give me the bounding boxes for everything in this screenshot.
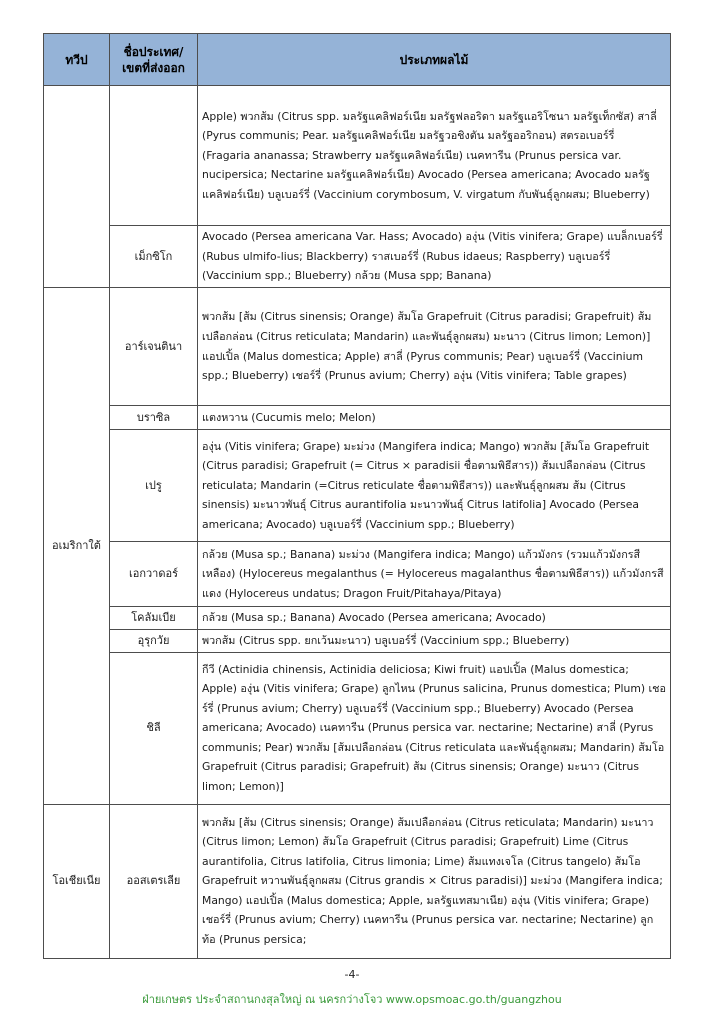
fruit-cell: กีวี (Actinidia chinensis, Actinidia deliciosa; Kiwi fruit) แอปเปิ้ล (Malus domestica; Apple) องุ่น (Vitis vinifera; Grape) ลูกไหน (Prunus salicina, Prunus domestica; Plum) เชอร์รี่ (Prunus avium; Cherry) บลูเบอร์รี่ (Vaccinium spp.; Blueberry) Avocado (Persea americana; Avocado) เนคทารีน (Prunus persica var. nectarine; Nectarine) สาลี่ (Pyrus communis; Pear) พวกส้ม [ส้มเปลือกล่อน (Citrus reticulata และพันธุ์ลูกผสม; Mandarin) ส้มโอ Grapefruit (Citrus paradisi; Grapefruit) ส้ม (Citrus sinensis; Orange) มะนาว (Citrus limon; Lemon)] <box>198 652 671 804</box>
country-cell: เปรู <box>110 430 198 542</box>
table-row <box>44 652 671 804</box>
country-cell: เอกวาดอร์ <box>110 542 198 607</box>
page-number: -4- <box>344 968 360 981</box>
table-row <box>44 607 671 630</box>
table-row <box>44 406 671 430</box>
continent-cell-oceania: โอเชียเนีย <box>44 804 110 958</box>
fruit-cell: Avocado (Persea americana Var. Hass; Avocado) องุ่น (Vitis vinifera; Grape) แบล็กเบอร์รี่ (Rubus ulmifo-lius; Blackberry) ราสเบอร์รี่ (Rubus idaeus; Raspberry) บลูเบอร์รี่ (Vaccinium spp.; Blueberry) กล้วย (Musa spp; Banana) <box>198 226 671 288</box>
fruit-cell: องุ่น (Vitis vinifera; Grape) มะม่วง (Mangifera indica; Mango) พวกส้ม [ส้มโอ Grapefruit (Citrus paradisi; Grapefruit (= Citrus × paradisii ชื่อตามพิธีสาร)) ส้มเปลือกล่อน (Citrus reticulata; Mandarin (=Citrus reticulate ชื่อตามพิธีสาร)) และพันธุ์ลูกผสม ส้ม (Citrus sinensis) มะนาวพันธุ์ Citrus aurantifolia มะนาวพันธุ์ Citrus latifolia] Avocado (Persea americana; Avocado) บลูเบอร์รี่ (Vaccinium spp.; Blueberry) <box>198 430 671 542</box>
office-footer: ฝ่ายเกษตร ประจำสถานกงสุลใหญ่ ณ นครกว่างโจว www.opsmoac.go.th/guangzhou <box>142 993 562 1006</box>
table-row <box>44 288 671 406</box>
header-continent: ทวีป <box>44 34 110 86</box>
header-country: ชื่อประเทศ/ เขตที่ส่งออก <box>110 34 198 86</box>
country-cell: เม็กซิโก <box>110 226 198 288</box>
table-row <box>44 226 671 288</box>
country-cell: อุรุกวัย <box>110 629 198 652</box>
fruit-cell: กล้วย (Musa sp.; Banana) Avocado (Persea americana; Avocado) <box>198 607 671 630</box>
table-row <box>44 804 671 958</box>
country-cell <box>110 86 198 226</box>
country-cell: บราซิล <box>110 406 198 430</box>
table-header-row <box>44 34 671 86</box>
table-row <box>44 86 671 226</box>
country-cell: ชิลี <box>110 652 198 804</box>
table-row <box>44 629 671 652</box>
country-cell: ออสเตรเลีย <box>110 804 198 958</box>
fruit-export-table <box>43 33 671 959</box>
table-row <box>44 430 671 542</box>
header-fruit-type: ประเภทผลไม้ <box>198 34 671 86</box>
country-cell: อาร์เจนตินา <box>110 288 198 406</box>
fruit-cell: Apple) พวกส้ม (Citrus spp. มลรัฐแคลิฟอร์เนีย มลรัฐฟลอริดา มลรัฐแอริโซนา มลรัฐเท็กซัส) สาลี่ (Pyrus communis; Pear. มลรัฐแคลิฟอร์เนีย มลรัฐวอชิงตัน มลรัฐออริกอน) สตรอเบอร์รี่ (Fragaria ananassa; Strawberry มลรัฐแคลิฟอร์เนีย) เนคทารีน (Prunus persica var. nucipersica; Nectarine มลรัฐแคลิฟอร์เนีย) Avocado (Persea americana; Avocado มลรัฐแคลิฟอร์เนีย) บลูเบอร์รี่ (Vaccinium corymbosum, V. virgatum กับพันธุ์ลูกผสม; Blueberry) <box>198 86 671 226</box>
fruit-cell: พวกส้ม [ส้ม (Citrus sinensis; Orange) ส้มโอ Grapefruit (Citrus paradisi; Grapefruit) ส้มเปลือกล่อน (Citrus reticulata; Mandarin) และพันธุ์ลูกผสม) มะนาว (Citrus limon; Lemon)] แอปเปิ้ล (Malus domestica; Apple) สาลี่ (Pyrus communis; Pear) บลูเบอร์รี่ (Vaccinium spp.; Blueberry) เชอร์รี่ (Prunus avium; Cherry) องุ่น (Vitis vinifera; Table grapes) <box>198 288 671 406</box>
fruit-cell: พวกส้ม (Citrus spp. ยกเว้นมะนาว) บลูเบอร์รี่ (Vaccinium spp.; Blueberry) <box>198 629 671 652</box>
table-row <box>44 542 671 607</box>
country-cell: โคลัมเบีย <box>110 607 198 630</box>
fruit-cell: พวกส้ม [ส้ม (Citrus sinensis; Orange) ส้มเปลือกล่อน (Citrus reticulata; Mandarin) มะนาว (Citrus limon; Lemon) ส้มโอ Grapefruit (Citrus paradisi; Grapefruit) Lime (Citrus aurantifolia, Citrus latifolia, Citrus limonia; Lime) ส้มแทงเจโล (Citrus tangelo) ส้มโอ Grapefruit หวานพันธุ์ลูกผสม (Citrus grandis × Citrus paradisi)] มะม่วง (Mangifera indica; Mango) แอปเปิ้ล (Malus domestica; Apple, มลรัฐแทสมาเนีย) องุ่น (Vitis vinifera; Grape) เชอร์รี่ (Prunus avium; Cherry) เนคทารีน (Prunus persica var. nectarine; Nectarine) ลูกท้อ (Prunus persica; <box>198 804 671 958</box>
fruit-cell: แตงหวาน (Cucumis melo; Melon) <box>198 406 671 430</box>
continent-cell-south-america: อเมริกาใต้ <box>44 288 110 805</box>
continent-cell-north-america <box>44 86 110 288</box>
fruit-cell: กล้วย (Musa sp.; Banana) มะม่วง (Mangifera indica; Mango) แก้วมังกร (รวมแก้วมังกรสีเหลือง) (Hylocereus megalanthus (= Hylocereus magalanthus ชื่อตามพิธีสาร)) แก้วมังกรสีแดง (Hylocereus undatus; Dragon Fruit/Pitahaya/Pitaya) <box>198 542 671 607</box>
